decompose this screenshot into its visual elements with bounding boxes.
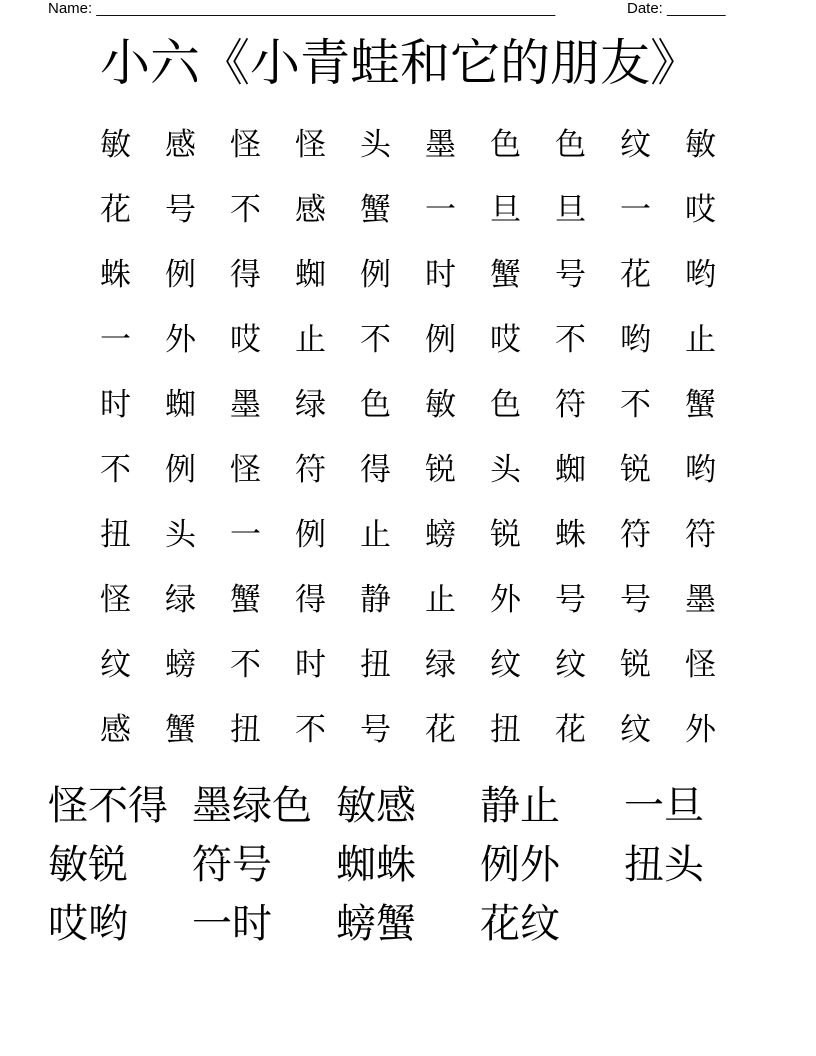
- grid-row: [96, 372, 756, 437]
- grid-character: 墨: [230, 386, 261, 423]
- grid-character: 符: [555, 386, 586, 423]
- grid-character: 蜘: [165, 386, 196, 423]
- grid-character: 色: [555, 126, 586, 163]
- vocabulary-word: 哎哟: [48, 901, 128, 947]
- vocabulary-word: 螃蟹: [336, 901, 416, 947]
- grid-character: 哟: [685, 451, 716, 488]
- grid-character: 外: [165, 321, 196, 358]
- vocabulary-list: [48, 780, 768, 957]
- grid-character: 纹: [490, 646, 521, 683]
- grid-character: 纹: [620, 711, 651, 748]
- grid-character: 扭: [490, 711, 521, 748]
- grid-character: 螃: [165, 646, 196, 683]
- grid-row: [96, 567, 756, 632]
- grid-character: 旦: [490, 191, 521, 228]
- grid-character: 怪: [685, 646, 716, 683]
- grid-character: 不: [100, 451, 131, 488]
- grid-character: 锐: [490, 516, 521, 553]
- grid-character: 旦: [555, 191, 586, 228]
- vocabulary-word: 敏锐: [48, 842, 128, 888]
- grid-character: 例: [165, 256, 196, 293]
- grid-character: 感: [295, 191, 326, 228]
- grid-character: 头: [360, 126, 391, 163]
- grid-character: 蟹: [230, 581, 261, 618]
- grid-character: 一: [620, 191, 651, 228]
- grid-character: 哎: [230, 321, 261, 358]
- grid-character: 一: [230, 516, 261, 553]
- grid-character: 号: [360, 711, 391, 748]
- grid-row: [96, 697, 756, 762]
- grid-character: 止: [295, 321, 326, 358]
- grid-character: 扭: [100, 516, 131, 553]
- grid-character: 绿: [165, 581, 196, 618]
- grid-character: 敏: [685, 126, 716, 163]
- grid-character: 不: [295, 711, 326, 748]
- grid-character: 号: [555, 581, 586, 618]
- grid-character: 外: [685, 711, 716, 748]
- grid-character: 符: [685, 516, 716, 553]
- grid-character: 墨: [685, 581, 716, 618]
- grid-character: 例: [425, 321, 456, 358]
- grid-character: 墨: [425, 126, 456, 163]
- grid-character: 怪: [230, 451, 261, 488]
- worksheet-title: 小六《小青蛙和它的朋友》: [100, 34, 700, 92]
- grid-character: 号: [165, 191, 196, 228]
- grid-character: 外: [490, 581, 521, 618]
- grid-character: 蜘: [555, 451, 586, 488]
- vocabulary-word: 扭头: [624, 842, 704, 888]
- grid-character: 头: [490, 451, 521, 488]
- vocabulary-row: [48, 839, 768, 898]
- grid-character: 怪: [230, 126, 261, 163]
- grid-character: 螃: [425, 516, 456, 553]
- grid-character: 感: [100, 711, 131, 748]
- grid-character: 纹: [100, 646, 131, 683]
- grid-character: 静: [360, 581, 391, 618]
- grid-character: 蜘: [295, 256, 326, 293]
- vocabulary-word: 例外: [480, 842, 560, 888]
- grid-row: [96, 502, 756, 567]
- grid-character: 时: [425, 256, 456, 293]
- grid-character: 敏: [425, 386, 456, 423]
- vocabulary-row: [48, 780, 768, 839]
- grid-character: 绿: [295, 386, 326, 423]
- grid-character: 时: [295, 646, 326, 683]
- grid-character: 号: [555, 256, 586, 293]
- vocabulary-word: 符号: [192, 842, 272, 888]
- grid-character: 得: [295, 581, 326, 618]
- grid-character: 蛛: [555, 516, 586, 553]
- grid-character: 例: [165, 451, 196, 488]
- grid-character: 锐: [425, 451, 456, 488]
- grid-character: 色: [490, 126, 521, 163]
- vocabulary-row: [48, 898, 768, 957]
- grid-row: [96, 242, 756, 307]
- grid-character: 感: [165, 126, 196, 163]
- grid-character: 扭: [230, 711, 261, 748]
- grid-row: [96, 307, 756, 372]
- name-field-label: Name: _______________________________________________________: [48, 0, 556, 17]
- grid-character: 花: [425, 711, 456, 748]
- grid-character: 不: [230, 191, 261, 228]
- grid-character: 不: [555, 321, 586, 358]
- vocabulary-word: 蜘蛛: [336, 842, 416, 888]
- grid-character: 蟹: [685, 386, 716, 423]
- grid-character: 一: [100, 321, 131, 358]
- grid-character: 锐: [620, 451, 651, 488]
- grid-character: 符: [295, 451, 326, 488]
- grid-character: 哟: [620, 321, 651, 358]
- vocabulary-word: 墨绿色: [192, 783, 312, 829]
- grid-character: 色: [360, 386, 391, 423]
- grid-character: 例: [360, 256, 391, 293]
- grid-character: 止: [360, 516, 391, 553]
- grid-character: 绿: [425, 646, 456, 683]
- grid-character: 得: [230, 256, 261, 293]
- grid-character: 蟹: [165, 711, 196, 748]
- grid-character: 花: [555, 711, 586, 748]
- grid-character: 花: [100, 191, 131, 228]
- grid-character: 止: [685, 321, 716, 358]
- grid-character: 怪: [295, 126, 326, 163]
- grid-character: 怪: [100, 581, 131, 618]
- vocabulary-word: 花纹: [480, 901, 560, 947]
- grid-character: 止: [425, 581, 456, 618]
- vocabulary-word: 一旦: [624, 783, 704, 829]
- character-grid: [96, 112, 756, 762]
- grid-character: 不: [620, 386, 651, 423]
- grid-character: 色: [490, 386, 521, 423]
- grid-character: 纹: [555, 646, 586, 683]
- grid-row: [96, 632, 756, 697]
- vocabulary-word: 一时: [192, 901, 272, 947]
- vocabulary-word: 敏感: [336, 783, 416, 829]
- grid-character: 敏: [100, 126, 131, 163]
- grid-row: [96, 437, 756, 502]
- grid-character: 蟹: [360, 191, 391, 228]
- grid-character: 哎: [490, 321, 521, 358]
- grid-character: 花: [620, 256, 651, 293]
- vocabulary-word: 静止: [480, 783, 560, 829]
- grid-character: 扭: [360, 646, 391, 683]
- grid-character: 一: [425, 191, 456, 228]
- grid-character: 符: [620, 516, 651, 553]
- grid-character: 不: [230, 646, 261, 683]
- date-field-label: Date: _______: [627, 0, 726, 17]
- grid-character: 蟹: [490, 256, 521, 293]
- grid-row: [96, 177, 756, 242]
- grid-row: [96, 112, 756, 177]
- grid-character: 锐: [620, 646, 651, 683]
- grid-character: 纹: [620, 126, 651, 163]
- grid-character: 例: [295, 516, 326, 553]
- grid-character: 头: [165, 516, 196, 553]
- grid-character: 时: [100, 386, 131, 423]
- grid-character: 蛛: [100, 256, 131, 293]
- grid-character: 哟: [685, 256, 716, 293]
- grid-character: 哎: [685, 191, 716, 228]
- vocabulary-word: 怪不得: [48, 783, 168, 829]
- grid-character: 不: [360, 321, 391, 358]
- grid-character: 号: [620, 581, 651, 618]
- grid-character: 得: [360, 451, 391, 488]
